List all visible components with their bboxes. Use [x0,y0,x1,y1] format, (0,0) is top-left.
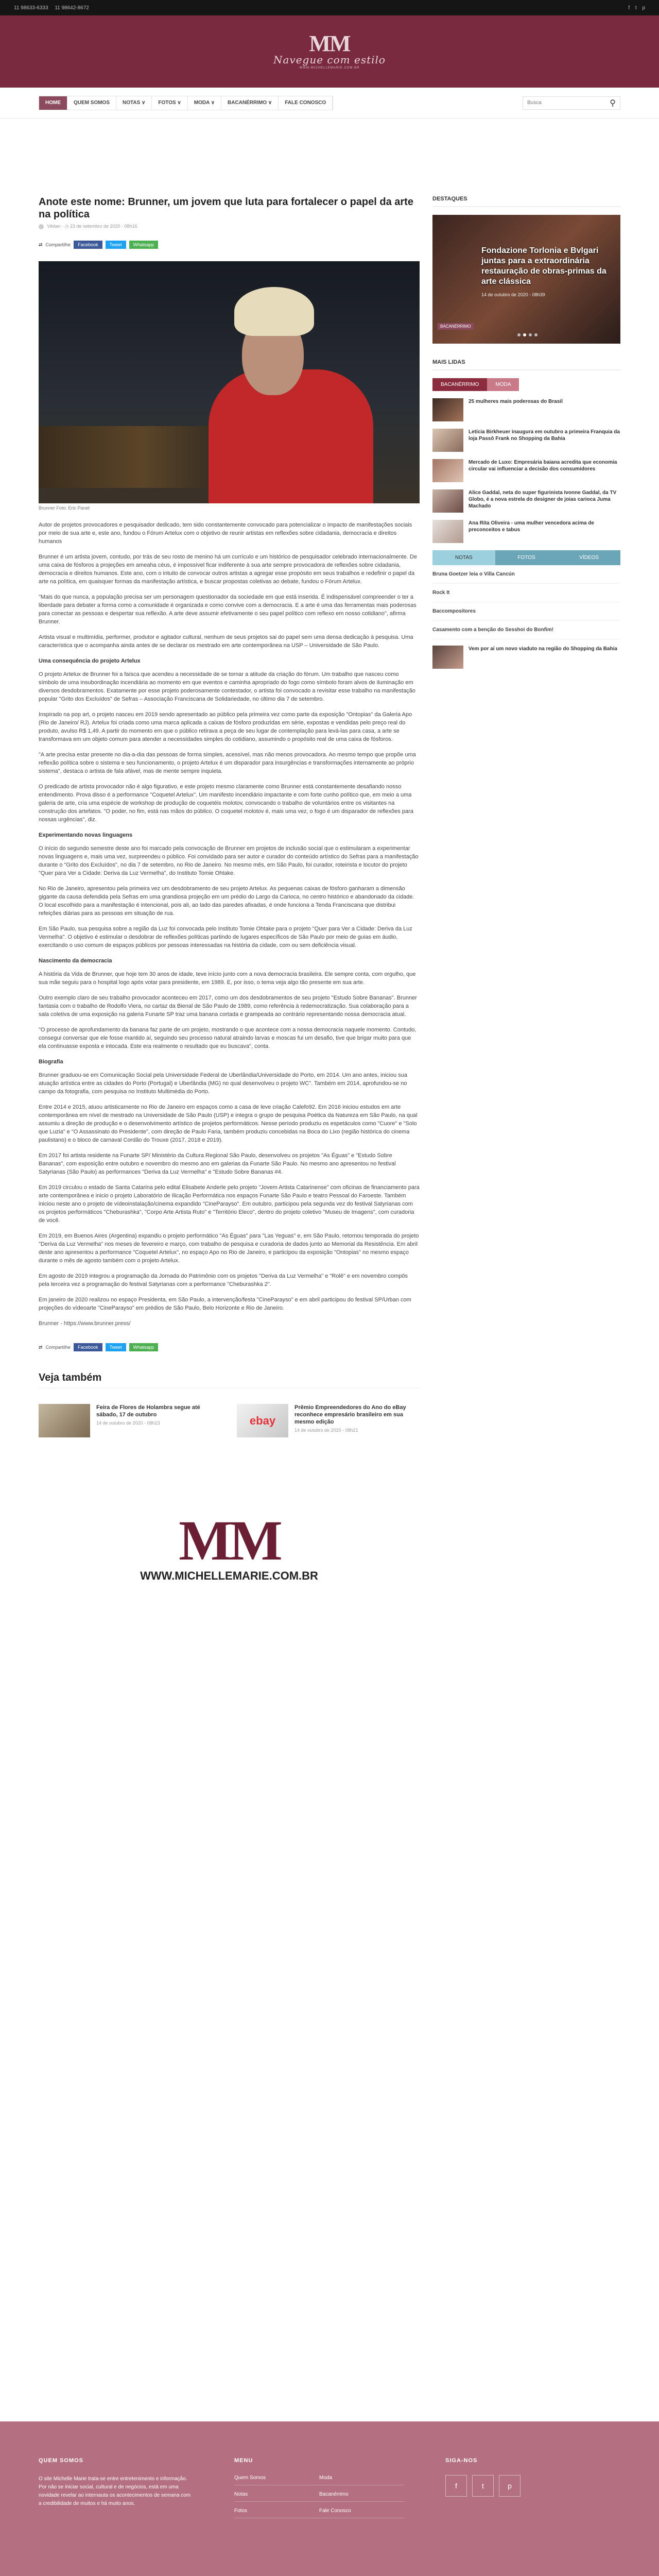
site-header [0,15,659,88]
nav-menu [39,96,333,110]
footer-link[interactable]: Notas [234,2492,319,2502]
footer-menu-title: MENU [234,2458,253,2464]
image-caption: Brunner Foto: Eric Panet [39,505,90,511]
facebook-icon[interactable]: f [445,2475,467,2497]
destaque-slide[interactable] [432,215,620,344]
share-bar-bottom [39,1343,420,1351]
main-navigation [0,88,659,118]
tab-bacanerrimo[interactable]: BACANÉRRIMO [432,378,487,391]
footer-social-icons [445,2475,521,2497]
nav-moda[interactable]: MODA ∨ [188,96,221,110]
top-contacts [14,5,94,11]
footer-link[interactable]: Quem Somos [234,2475,319,2485]
article-column [39,196,420,1583]
tab-fotos[interactable]: FOTOS [495,550,558,565]
logo-url: WWW.MICHELLEMARIE.COM.BR [299,66,360,70]
phone-2: 11 98642-8672 [55,5,89,11]
paragraph: Autor de projetos provocadores e pesquisador dedicado, tem sido constantemente convocado para potencializar o impacto de manifestações sociais por meio de sua arte e, este ano, fundou o Fórum Artelux com o objetivo de reunir artistas em reflexões sobre cidadania, democracia e direitos humanos [39,522,412,545]
paragraph: No Rio de Janeiro, apresentou pela primeira vez um desdobramento de seu projeto Artelux. As pequenas caixas de fósforo ganharam a dimensão gigante da causa defendida pela Sefras em uma grandiosa projeção em um prédio do Largo da Carioca, no centro histórico e abandonado da cidade. O local escolhido para a manifestação é intencional, pois ali, ao lado das paredes afixadas, é onde funciona a Tenda Franciscana que distribui refeições diárias para as pessoas em situação de rua. [39,886,414,917]
destaque-headline[interactable]: Fondazione Torlonia e Bvlgari juntas para a extraordinária restauração de obras-primas da arte clássica [481,246,606,286]
list-thumbnail[interactable] [432,489,463,513]
list-item-title[interactable]: Letícia Birkheuer inaugura em outubro a primeira Franquia da loja Passô Frank no Shopping da Bahia [469,429,620,442]
related-item[interactable] [237,1404,420,1437]
search-input[interactable] [527,100,604,106]
top-bar [0,0,659,15]
notas-link[interactable]: Casamento com a benção do Sesshoi do Bonfim! [432,621,620,639]
site-logo[interactable] [257,26,402,77]
list-item[interactable] [432,520,620,543]
share-twitter-button[interactable]: Tweet [106,1343,126,1351]
tab-moda[interactable]: MODA [487,378,519,391]
nav-fotos[interactable]: FOTOS ∨ [152,96,187,110]
subheading: Nascimento da democracia [39,958,112,964]
footer-link[interactable]: Moda [319,2475,404,2485]
phone-1: 11 98633-6333 [14,5,48,11]
list-item[interactable] [432,398,620,421]
article-title: Anote este nome: Brunner, um jovem que luta para fortalecer o papel da arte na política [39,196,413,220]
list-item[interactable] [432,489,620,513]
mais-lidas-tabs [432,378,620,391]
notas-link[interactable]: Baccompositores [432,602,620,621]
list-item-title[interactable]: Ana Rita Oliveira - uma mulher vencedora acima de preconceitos e tabus [469,520,594,533]
article-body [39,521,420,1328]
paragraph: O predicado de artista provocador não é algo figurativo, e este projeto mesmo claramente como Brunner está constantemente desafiando nosso entendimento. Prova disso é a performance "Coquetel Artelux". Um manifesto incendiário impactante e com forte cunho político que, em meio a uma galeria de arte, cria uma espécie de workshop de produção de coquetéis molotov, convocando o trabalho de voluntários entre os visitantes na construção dos artefatos. "O poder, no fim, está nas mãos do público. O coquetel molotov é, mais uma vez, o fogo é um disparador de reflexões para nossas urgências", diz. [39,784,413,823]
nav-notas[interactable]: NOTAS ∨ [116,96,152,110]
paragraph: "O processo de aprofundamento da banana faz parte de um projeto, mostrando o que acontece com a nossa democracia naquele momento. Contudo, consegui conversar que ele fosse mantido aí, seguindo seu processo natural atraindo larvas e moscas fui um desafio, tive que brigar muito para que ela continuasse exposta e intocada. Este era realmente o resultado que eu buscava", conta. [39,1027,417,1049]
share-whatsapp-button[interactable]: Whatsapp [129,241,159,249]
related-section [39,1372,420,1437]
pinterest-icon[interactable]: p [499,2475,521,2497]
footer-menu-links [234,2475,404,2518]
notas-link[interactable]: Bruna Goetzer leia o Villa Cancún [432,565,620,584]
page-body [0,196,659,1583]
related-list [39,1404,420,1437]
share-twitter-button[interactable]: Tweet [106,241,126,249]
list-item[interactable] [432,459,620,482]
author-avatar [39,224,44,229]
list-item-title[interactable]: Mercado de Luxo: Empresária baiana acredita que economia circular vai influenciar a decisão dos consumidores [469,460,617,472]
list-thumbnail[interactable] [432,646,463,669]
destaque-date: 14 de outubro de 2020 - 08h39 [481,292,545,297]
paragraph: O projeto Artelux de Brunner foi a faísca que acendeu a necessidade de se tornar a atitude da criação do fórum. Um trabalho que nasceu como símbolo de uma insubordinação incendiária ao momento em que eventos e caminha apropriado do fogo como símbolo foram alvos de iluminação em diversos desdobramentos. Exatamente por esse projeto poderosamente contestador, o artista foi convocado a revisitar esse trabalho na manifestação popular "Grito dos Excluídos" de Sefras – Associação Franciscana de Solidariedade, no último dia 7 de setembro. [39,671,415,702]
twitter-icon[interactable]: t [635,5,637,11]
footer-about [39,2458,193,2518]
paragraph: Em 2019, em Buenos Aires (Argentina) expandiu o projeto performático "As Éguas" para "Las Yeguas" e, em São Paulo, retornou temporada do projeto "Deriva da Luz Vermelha" nos meses de fevereiro e março, com trabalho de pesquisa e curadoria de dados junto ao Memorial da Resistência. Em abril deste ano apresentou a performance "Coquetel Artelux", no espaço Apo no Rio de Janeiro, e participou da exposição "Ontopias" no mesmo espaço durante o mês de agosto também com o projeto Artelux. [39,1233,419,1264]
list-item-title[interactable]: Alice Gaddal, neta do super figurinista Ivonne Gaddal, da TV Globo, é a nova estrela do designer de joias carioca Juma Machado [469,490,617,509]
list-item[interactable] [432,429,620,452]
related-item-title[interactable]: Prêmio Empreendedores do Ano do eBay reconhece empresário brasileiro em sua mesmo edição [294,1404,406,1425]
share-icon: ⇄ [39,242,43,247]
paragraph: Em janeiro de 2020 realizou no espaço Presidenta, em São Paulo, a intervenção/festa "CineParayso" e em abril participou do festival SP/Urban com projeções do vídeoarte "CineParayso" em prédios de São Paulo, Belo Horizonte e Rio de Janeiro. [39,1297,411,1311]
list-thumbnail[interactable] [432,459,463,482]
paragraph: Inspirado na pop art, o projeto nasceu em 2019 sendo apresentado ao público pela primeira vez como parte da exposição "Ontopias" da Galeria Apo (Rio de Janeiro/ RJ). Artelux foi criada como uma marca aplicada a caixas de fósforo produzidas em série, expostas e vendidas pelo preço real do produto, avulso R$ 1,49. A partir do momento em que o público retirava a peça de seu lugar de contemplação para levá-las para casa, a arte se transformava em um objeto comum para atender a necessidades simples do cotidiano, assumindo o propósito real de uma caixa de fósforos. [39,711,412,742]
notas-link[interactable]: Rock It [432,584,620,602]
footer-link[interactable]: Fotos [234,2508,319,2518]
footer-social [445,2458,521,2518]
paragraph: "Mais do que nunca, a população precisa ser um personagem questionador da sociedade em que está inserida. É indispensável compreender o ter a liberdade para debater a forma como a comunidade é organizada e como convive com a democracia. E a arte é uma das ferramentas mais poderosas para conectar as pessoas e despertar sua reflexão. A arte deve assumir efetivamente o seu papel político com reflexo em nosso cotidiano", afirma Brunner. [39,594,417,625]
pinterest-icon[interactable]: p [642,5,645,11]
top-social [624,5,645,11]
facebook-icon[interactable]: f [628,5,630,11]
footer-link[interactable]: Bacanérrimo [319,2492,404,2502]
category-tabs [432,550,620,565]
list-thumbnail[interactable] [432,520,463,543]
paragraph: Em agosto de 2019 integrou a programação da Jornada do Patrimônio com os projetos "Deriva da Luz Vermelha" e "Rolê" e em novembro compôs pela terceira vez a programação do festival Satyrianas com a performance "Cheburashka 2". [39,1273,408,1287]
paragraph: O início do segundo semestre deste ano foi marcado pela convocação de Brunner em projetos de inclusão social que o estimularam a experimentar novas linguagens e, mais uma vez, surpreendeu o público. Foi convidado para ser autor e curador do conteúdo artístico do Sefras para a manifestação durante o "Grito dos Excluídos", no dia 7 de setembro, no Rio de Janeiro. No mesmo mês, em São Paulo, foi curador, roteirista e locutor do projeto "Quer para Ver a Cidade: Deriva da Luz Vermelha", do Instituto Tomie Ohtake. [39,845,419,876]
paragraph: Brunner é um artista jovem, contudo, por trás de seu rosto de menino há um currículo e um histórico de pesquisador celebrado internacionalmente. De uma caixa de fósforos a projeções em ameaha céus, é impossível ficar indiferente à sua arte sempre provocadora de reflexões sobre cidadania, democracia e direitos humanos. Este ano, com o intuito de convocar outros artistas a agregar esse propósito em seus trabalhos e redefinir o papel da arte na política, em quaisquer formas da manifestação artística, e buscar propostas coletivas ao debate, fundou o Fórum Artelux. [39,554,417,585]
article-meta: Vêdan · ◷ 23 de setembro de 2020 - 08h16 [39,224,420,229]
share-facebook-button[interactable]: Facebook [74,1343,102,1351]
slider-dot-active[interactable] [523,333,526,336]
subheading: Experimentando novas linguagens [39,832,133,838]
notas-list [432,565,620,669]
list-thumbnail[interactable] [432,429,463,452]
related-item-title[interactable]: Feira de Flores de Holambra segue até sábado, 17 de outubro [96,1404,200,1418]
paragraph: Outro exemplo claro de seu trabalho provocador aconteceu em 2017, como um dos desdobramentos de seu projeto "Estudo Sobre Bananas". Brunner fantasia com o trabalho de Rodolfo Viera, no cartaz da Bienal de São Paulo de 1989, como referência à redemocratização. Sua colaboração para a sala coletiva de uma exposição na galeria Funarte SP traz uma banana cortada e grampeada ao contrário representando nossa democracia atual. [39,995,417,1018]
clock-icon: ◷ [64,224,69,229]
share-label: Compartilhe [45,242,71,247]
slider-dot[interactable] [529,333,532,336]
share-bar-top [39,241,420,249]
ebay-logo[interactable]: ebay [237,1404,288,1437]
nav-home[interactable]: HOME [39,96,67,110]
article-author[interactable]: Vêdan [47,224,61,229]
subheading: Biografia [39,1059,63,1065]
related-item[interactable] [39,1404,221,1437]
ad-url: WWW.MICHELLEMARIE.COM.BR [140,1569,318,1582]
destaque-category-tag[interactable]: BACANÉRRIMO [438,323,474,330]
related-thumbnail[interactable] [39,1404,90,1437]
mais-lidas-list [432,398,620,543]
footer-social-title: SIGA-NOS [445,2458,478,2464]
slider-dot[interactable] [517,333,521,336]
paragraph: A história da Vida de Brunner, que hoje tem 30 anos de idade, teve início junto com a nova democracia brasileira. Ele sempre conta, com orgulho, que sua mãe seguiu para o hospital logo após votar para presidente, em 1989. E, por isso, o tema veja algo tão presente em sua arte. [39,971,416,986]
nav-bacanerrimo[interactable]: BACANÉRRIMO ∨ [221,96,279,110]
paragraph: "A arte precisa estar presente no dia-a-dia das pessoas de forma simples, acessível, mas não menos provocadora. Ao mesmo tempo que propõe uma reflexão política sobre o sistema e seu funcionamento, o projeto Artelux é um disparador para insurgências e transformações internamente ao próprio sistema", destaca o artista de fala afável, mas de mente sempre inquieta. [39,752,416,774]
tab-videos[interactable]: VÍDEOS [558,550,620,565]
list-item[interactable] [432,646,620,669]
slider-dots [517,333,537,336]
logo-script: Navegue com estilo [273,54,386,66]
share-facebook-button[interactable]: Facebook [74,241,102,249]
sidebar [432,196,620,1583]
related-text [294,1404,420,1437]
search-icon[interactable]: ⚲ [610,98,616,108]
paragraph: Brunner graduou-se em Comunicação Social pela Universidade Federal de Uberlândia/Universidade do Porto, em 2014. Um ano antes, iniciou sua atuação artística entre as cidades do Porto (Portugal) e Uberlândia (MG) no qual desenvolveu o projeto WC". Também em 2014, aprofundou-se no campo da fotografia, com pesquisa no Instituto Multimédia do Porto. [39,1072,408,1095]
share-label: Compartilhe [45,1345,71,1350]
destaques-title: DESTAQUES [432,196,620,207]
hero-hair [234,287,314,336]
hero-jacket [209,369,373,503]
nav-quem-somos[interactable]: QUEM SOMOS [67,96,116,110]
share-whatsapp-button[interactable]: Whatsapp [129,1343,159,1351]
paragraph: Em 2017 foi artista residente na Funarte SP/ Ministério da Cultura Regional São Paulo, desenvolveu os projetos "As Éguas" e "Estudo Sobre Bananas", com exposição entre outubro e novembro do mesmo ano em galerias da Funarte São Paulo. No mesmo ano apresentou no festival Satyrianas (São Paulo) as performances "Deriva da Luz Vermelha" e "Estudo Sobre Bananas #4. [39,1153,396,1175]
tab-notas[interactable]: NOTAS [432,550,495,565]
list-item-title[interactable]: Vem por aí um novo viaduto na região do Shopping da Bahia [469,646,617,652]
footer-link[interactable]: Fale Conosco [319,2508,404,2518]
footer-menu [234,2458,404,2518]
related-item-date: 14 de outubro de 2020 - 08h23 [96,1420,160,1426]
banner-ad[interactable] [39,1509,420,1583]
paragraph: Em São Paulo, sua pesquisa sobre a região da Luz foi convocada pelo Instituto Tomie Ohtake para o projeto "Quer para Ver a Cidade: Deriva da Luz Vermelha". O objetivo é estimular o desdobrar de reflexões políticas partindo de lugares específicos de São Paulo por meio de guias em áudio, exercitando o uso comum de espaços públicos por pessoas interessadas na história da cidade, com ou sem deficiência visual. [39,926,412,948]
search-box [523,96,620,110]
paragraph: Artista visual e multimídia, performer, produtor e agitador cultural, nenhum de seus projetos sai do papel sem uma densa dedicação à pesquisa. Uma característica que o acompanha ainda antes de se declarar os mestrado em arte contemporânea na USP – Universidade de São Paulo. [39,634,413,649]
hero-person [193,282,368,503]
share-icon: ⇄ [39,1344,43,1350]
list-thumbnail[interactable] [432,398,463,421]
brunner-link[interactable]: Brunner - https://www.brunner.press/ [39,1320,131,1327]
ad-logo-mark: MM [179,1509,280,1572]
nav-fale-conosco[interactable]: FALE CONOSCO [279,96,333,110]
mais-lidas-title: MAIS LIDAS [432,359,620,370]
footer-about-text: O site Michelle Marie trata-se entre entretenimento e informação. Por não se iniciar social, cultural e de negócios, está em uma novidade revelar ao internauta os acontecimentos de semana com a credibilidade de muitos e há muito anos. [39,2476,191,2506]
logo-mark: MM [309,31,350,56]
footer-columns [39,2458,620,2518]
subheading: Uma consequência do projeto Artelux [39,658,141,664]
related-item-date: 14 de outubro de 2020 - 08h21 [294,1428,358,1433]
article-hero-image [39,261,420,503]
paragraph: Em 2019 circulou o estado de Santa Catarina pelo edital Elisabete Anderle pelo projeto "Jovem Artista Catarinense" com oficinas de financiamento para arte contemporânea e inicio o projeto Laboratório de Ilicação Performática nos espaços Funarte São Paulo e teatro Pessoal do Faroeste. Também iniciou neste ano o projeto de vídeoinstalação/cinema expandido "CineParayso". Em outubro, participou pela segunda vez do festival Satyrianas com os projetos performáticos "Cheburashka", "Corpo Arte Artista Ruto" e "Território Eleco", dentro do projeto coletivo "Museu de Imagens", com curadoria de você. [39,1184,420,1224]
paragraph: Entre 2014 e 2015, atuou artisticamente no Rio de Janeiro em espaços como a casa de leve criação Calefo92. Em 2016 iniciou estudos em arte contemporânea em nível de mestrado na Universidade de São Paulo (USP) e integra o grupo de pesquisa Poética da Natureza em São Paulo, na qual assumiu a direção de produção e o desenvolvimento artístico de projetos performáticos. Nesse período produziu os espetáculos como "Cuore" e "Solo que Luzia" e "O Assassinato do Presidente", com direção de Paulo Faria, também produziu concebidas na Boca do Lixo (região histórica do cinema paulistano) e o bloco de carnaval Cordão do Trouxe (2017, 2018 e 2019). [39,1104,418,1143]
list-item-title[interactable]: 25 mulheres mais poderosas do Brasil [469,399,563,404]
article-date: 23 de setembro de 2020 - 08h16 [70,224,137,229]
footer-about-title: QUEM SOMOS [39,2458,84,2464]
related-title: Veja também [39,1372,420,1388]
related-text [96,1404,221,1437]
slider-dot[interactable] [534,333,537,336]
site-footer [0,2421,659,2576]
twitter-icon[interactable]: t [472,2475,494,2497]
